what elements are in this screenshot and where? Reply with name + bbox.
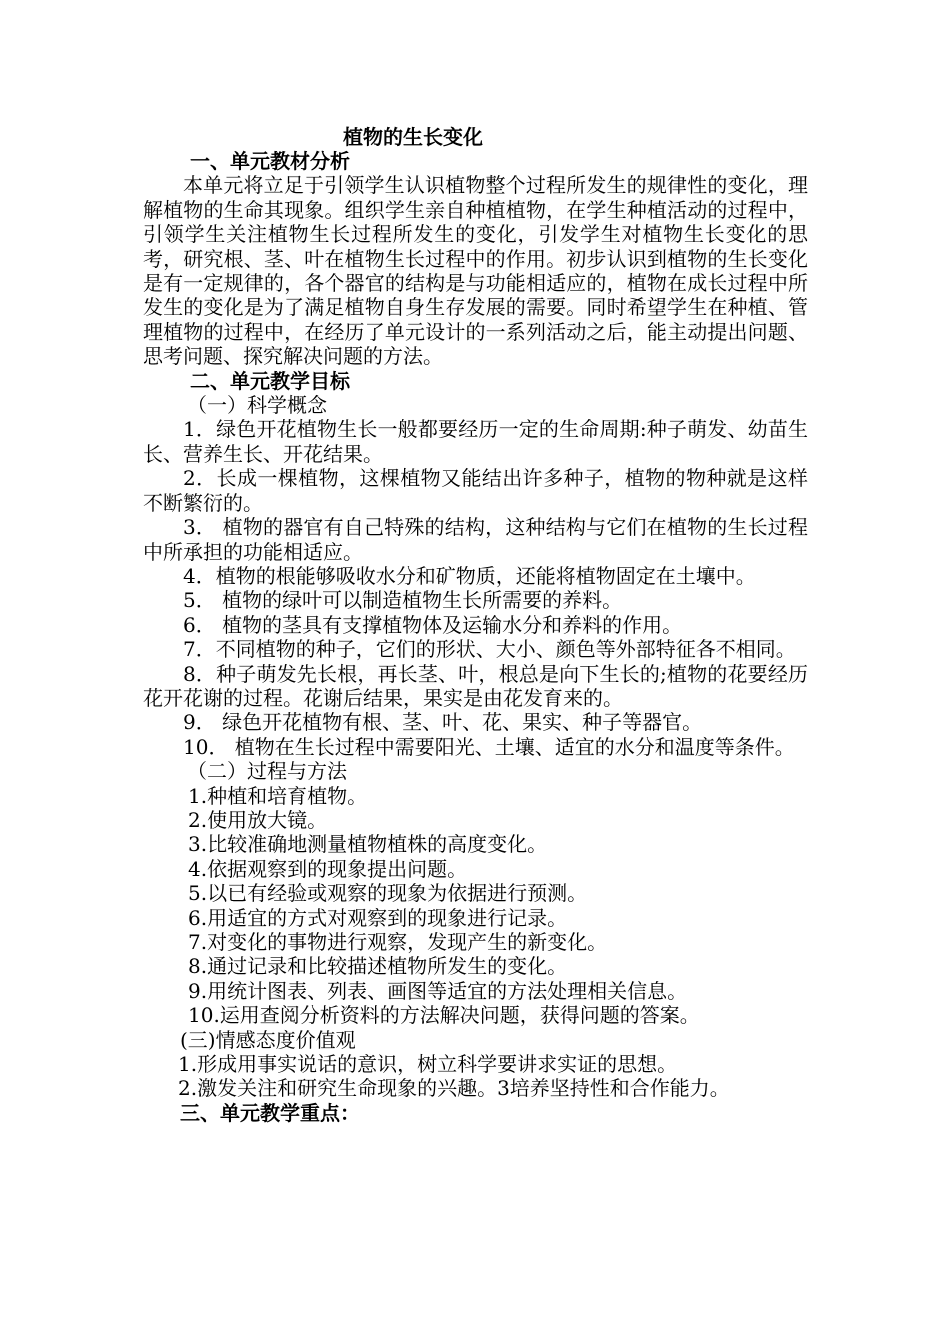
process-item-9: 9.用统计图表、列表、画图等适宜的方法处理相关信息。 — [188, 978, 688, 1003]
concept-item-6: 6． 植物的茎具有支撑植物体及运输水分和养料的作用。 — [183, 612, 683, 637]
attitude-item-1: 1.形成用事实说话的意识，树立科学要讲求实证的思想。 — [178, 1052, 678, 1077]
process-item-10: 10.运用查阅分析资料的方法解决问题，获得问题的答案。 — [188, 1003, 700, 1028]
concept-item-9: 9． 绿色开花植物有根、茎、叶、花、果实、种子等器官。 — [183, 710, 703, 735]
document-title: 植物的生长变化 — [343, 125, 483, 149]
subsection-heading-process: （二）过程与方法 — [187, 759, 347, 784]
section-heading-goals: 二、单元教学目标 — [190, 368, 350, 393]
concept-item-5: 5． 植物的绿叶可以制造植物生长所需要的养料。 — [183, 588, 623, 613]
process-item-6: 6.用适宜的方式对观察到的现象进行记录。 — [188, 905, 568, 930]
process-item-8: 8.通过记录和比较描述植物所发生的变化。 — [188, 954, 568, 979]
subsection-heading-concepts: （一）科学概念 — [187, 393, 327, 418]
section-heading-analysis: 一、单元教材分析 — [190, 149, 350, 173]
concept-item-3: 3． 植物的器官有自己特殊的结构，这种结构与它们在植物的生长过程中所承担的功能相适应。 — [143, 515, 808, 564]
concept-item-7: 7．不同植物的种子，它们的形状、大小、颜色等外部特征各不相同。 — [183, 637, 796, 662]
concept-item-2: 2．长成一棵植物，这棵植物又能结出许多种子，植物的物种就是这样不断繁衍的。 — [143, 466, 808, 515]
concept-item-1: 1．绿色开花植物生长一般都要经历一定的生命周期:种子萌发、幼苗生长、营养生长、开花结果。 — [143, 417, 808, 466]
concept-item-8: 8．种子萌发先长根，再长茎、叶，根总是向下生长的;植物的花要经历花开花谢的过程。花谢后结果，果实是由花发育来的。 — [143, 661, 808, 710]
attitude-item-2: 2.激发关注和研究生命现象的兴趣。3培养坚持性和合作能力。 — [178, 1076, 730, 1101]
process-item-4: 4.依据观察到的现象提出问题。 — [188, 856, 468, 881]
process-item-2: 2.使用放大镜。 — [188, 807, 328, 832]
document-body — [143, 149, 808, 1125]
concept-item-4: 4．植物的根能够吸收水分和矿物质，还能将植物固定在土壤中。 — [183, 563, 756, 588]
process-item-3: 3.比较准确地测量植物植株的高度变化。 — [188, 832, 548, 857]
section-heading-focus: 三、单元教学重点： — [180, 1100, 360, 1125]
analysis-paragraph: 本单元将立足于引领学生认识植物整个过程所发生的规律性的变化，理解植物的生命其现象。组织学生亲自种植植物，在学生种植活动的过程中，引领学生关注植物生长过程所发生的变化，引发学生对植物生长变化的思考，研究根、茎、叶在植物生长过程中的作用。初步认识到植物的生长变化是有一定规律的，各个器官的结构是与功能相适应的，植物在成长过程中所发生的变化是为了满足植物自身生存发展的需要。同时希望学生在种植、管理植物的过程中，在经历了单元设计的一系列活动之后，能主动提出问题、思考问题、探究解决问题的方法。 — [143, 173, 808, 369]
process-item-5: 5.以已有经验或观察的现象为依据进行预测。 — [188, 881, 588, 906]
process-item-7: 7.对变化的事物进行观察，发现产生的新变化。 — [188, 930, 608, 954]
subsection-heading-attitude: (三)情感态度价值观 — [180, 1027, 356, 1052]
concept-item-10: 10． 植物在生长过程中需要阳光、土壤、适宜的水分和温度等条件。 — [183, 734, 795, 759]
process-item-1: 1.种植和培育植物。 — [188, 783, 368, 808]
